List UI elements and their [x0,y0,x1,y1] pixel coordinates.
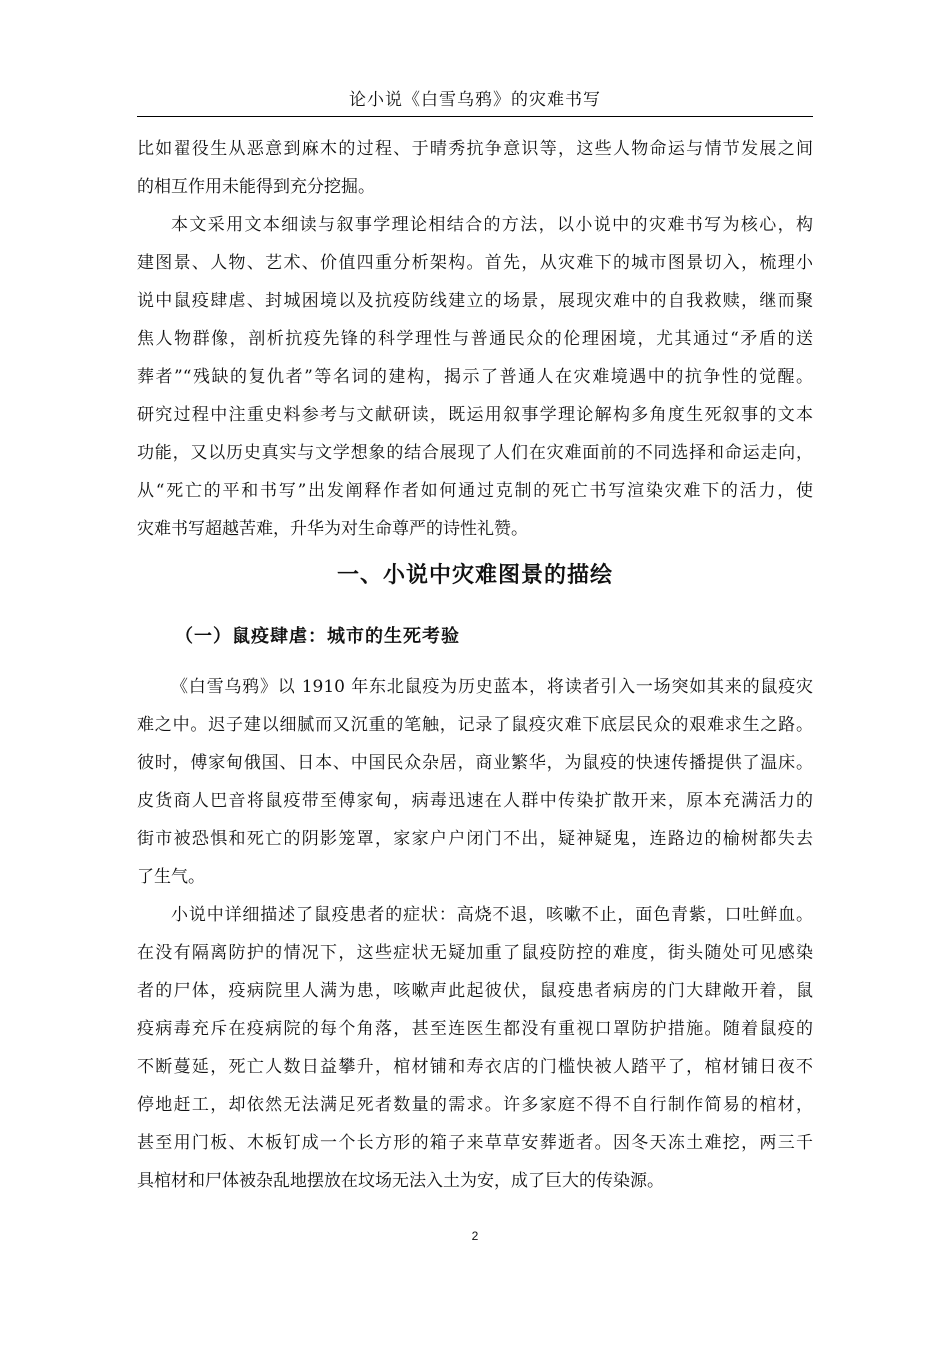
text-line: 甚至用门板、木板钉成一个长方形的箱子来草草安葬逝者。因冬天冻土难挖，两三千 [137,1133,813,1153]
text-line: 具棺材和尸体被杂乱地摆放在坟场无法入土为安，成了巨大的传染源。 [137,1171,664,1191]
subsection-heading: （一）鼠疫肆虐：城市的生死考验 [175,626,460,647]
text-line: 葬者”“残缺的复仇者”等名词的建构，揭示了普通人在灾难境遇中的抗争性的觉醒。 [137,367,813,387]
text-line: 在没有隔离防护的情况下，这些症状无疑加重了鼠疫防控的难度，街头随处可见感染 [137,943,813,963]
page-number: 2 [471,1229,479,1243]
text-line: 《白雪乌鸦》以 1910 年东北鼠疫为历史蓝本，将读者引入一场突如其来的鼠疫灾 [171,677,813,697]
text-line: 比如翟役生从恶意到麻木的过程、于晴秀抗争意识等，这些人物命运与情节发展之间 [137,139,813,159]
page-header-title: 论小说《白雪乌鸦》的灾难书写 [349,90,601,110]
text-line: 建图景、人物、艺术、价值四重分析架构。首先，从灾难下的城市图景切入，梳理小 [137,253,813,273]
text-line: 研究过程中注重史料参考与文献研读，既运用叙事学理论解构多角度生死叙事的文本 [137,405,813,425]
text-line: 的相互作用未能得到充分挖掘。 [137,177,375,197]
header-rule [137,116,813,117]
text-line: 皮货商人巴音将鼠疫带至傅家甸，病毒迅速在人群中传染扩散开来，原本充满活力的 [137,791,813,811]
text-line: 小说中详细描述了鼠疫患者的症状：高烧不退，咳嗽不止，面色青紫，口吐鲜血。 [171,905,813,925]
text-line: 焦人物群像，剖析抗疫先锋的科学理性与普通民众的伦理困境，尤其通过“矛盾的送 [137,329,813,349]
text-line: 疫病毒充斥在疫病院的每个角落，甚至连医生都没有重视口罩防护措施。随着鼠疫的 [137,1019,813,1039]
text-line: 街市被恐惧和死亡的阴影笼罩，家家户户闭门不出，疑神疑鬼，连路边的榆树都失去 [137,829,813,849]
text-line: 本文采用文本细读与叙事学理论相结合的方法，以小说中的灾难书写为核心，构 [171,215,813,235]
text-line: 灾难书写超越苦难，升华为对生命尊严的诗性礼赞。 [137,519,528,539]
text-line: 者的尸体，疫病院里人满为患，咳嗽声此起彼伏，鼠疫患者病房的门大肆敞开着，鼠 [137,981,813,1001]
text-line: 停地赶工，却依然无法满足死者数量的需求。许多家庭不得不自行制作简易的棺材， [137,1095,813,1115]
text-line: 说中鼠疫肆虐、封城困境以及抗疫防线建立的场景，展现灾难中的自我救赎，继而聚 [137,291,813,311]
text-line: 彼时，傅家甸俄国、日本、中国民众杂居，商业繁华，为鼠疫的快速传播提供了温床。 [137,753,813,773]
text-line: 了生气。 [137,867,205,887]
text-line: 功能，又以历史真实与文学想象的结合展现了人们在灾难面前的不同选择和命运走向， [137,443,813,463]
text-line: 不断蔓延，死亡人数日益攀升，棺材铺和寿衣店的门槛快被人踏平了，棺材铺日夜不 [137,1057,813,1077]
text-line: 从“死亡的平和书写”出发阐释作者如何通过克制的死亡书写渲染灾难下的活力，使 [137,481,813,501]
text-line: 难之中。迟子建以细腻而又沉重的笔触，记录了鼠疫灾难下底层民众的艰难求生之路。 [137,715,813,735]
section-heading: 一、小说中灾难图景的描绘 [336,563,613,588]
